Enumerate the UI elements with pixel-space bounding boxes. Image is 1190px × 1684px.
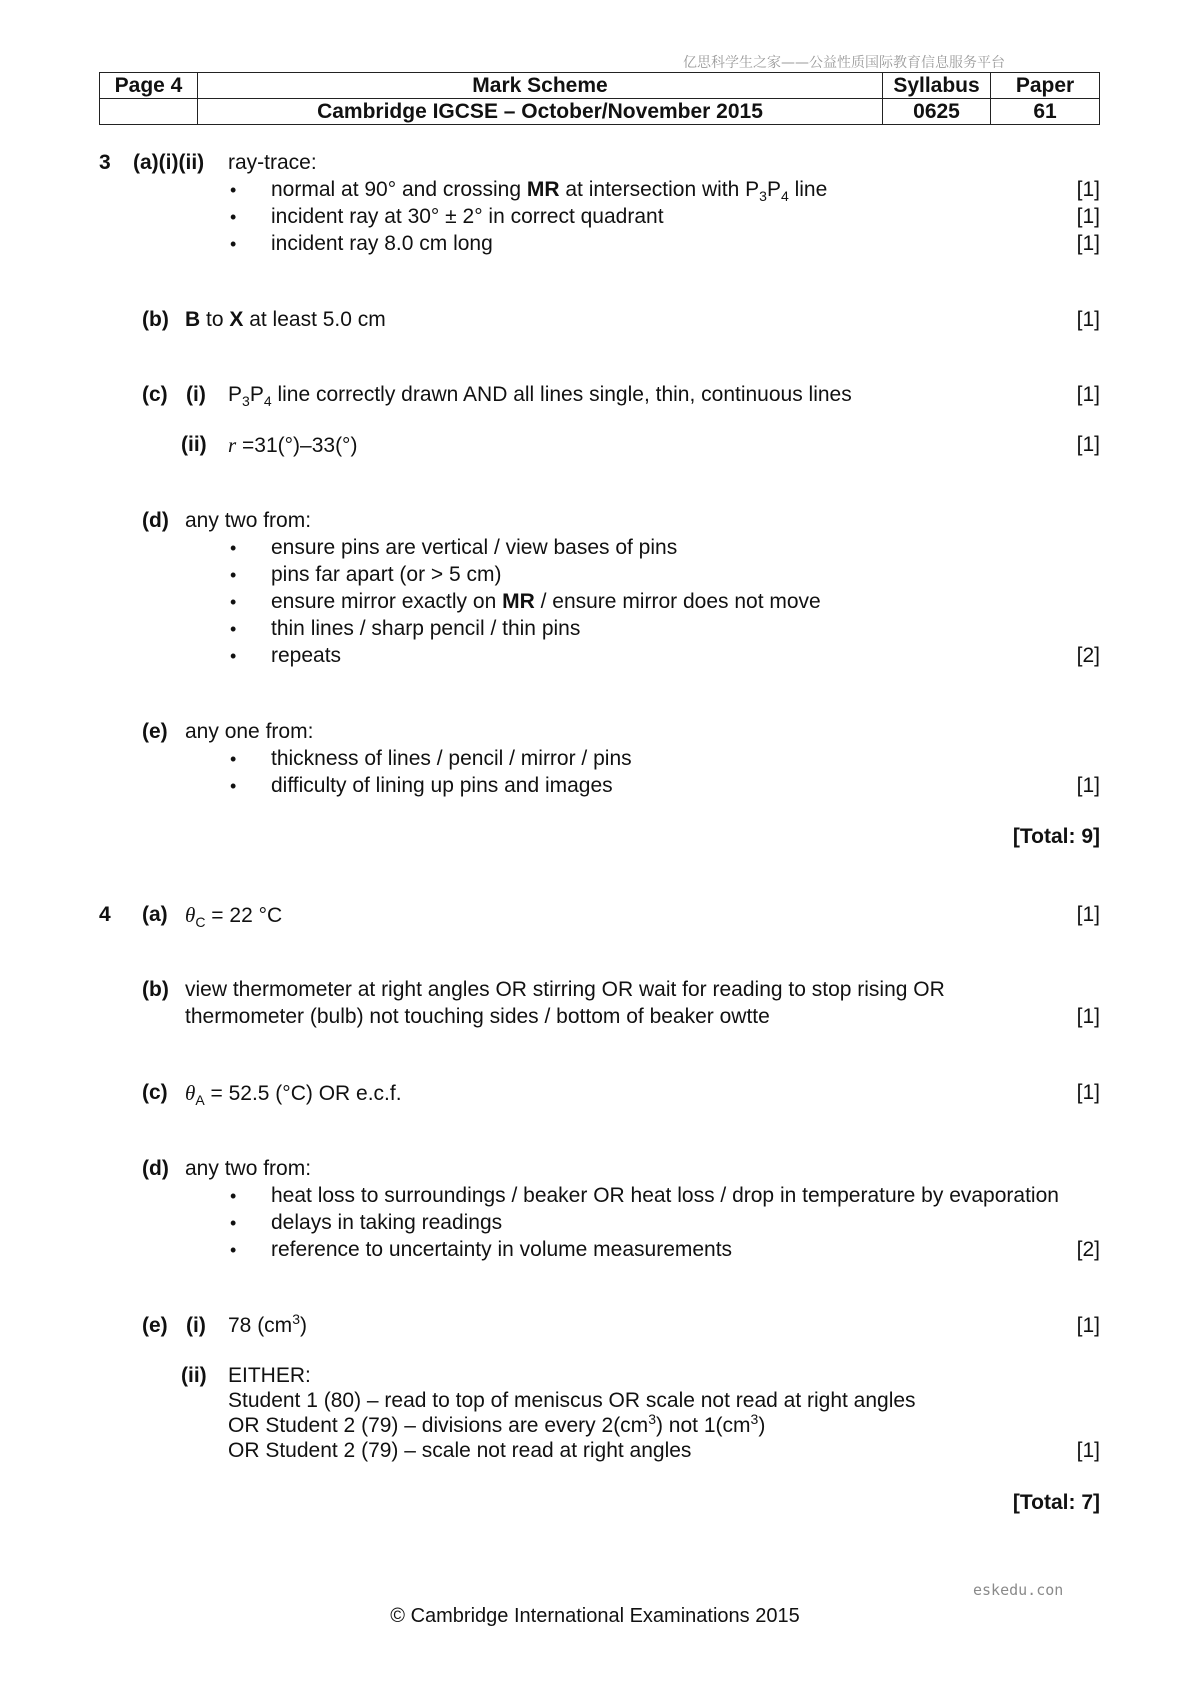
mark: [2] bbox=[1076, 1238, 1100, 1261]
theta-symbol: θ bbox=[185, 903, 196, 927]
bold-span: MR bbox=[526, 178, 560, 201]
bullet: • bbox=[230, 1213, 237, 1233]
answer-line: incident ray at 30° ± 2° in correct quadrant bbox=[271, 205, 664, 228]
question-total: [Total: 7] bbox=[1012, 1491, 1100, 1514]
bullet: • bbox=[230, 538, 237, 558]
subscript: 3 bbox=[242, 393, 250, 410]
text-span: ensure mirror exactly on bbox=[271, 590, 503, 613]
answer-line bbox=[228, 432, 357, 459]
mark: [1] bbox=[1076, 1439, 1100, 1462]
syllabus-code: 0625 bbox=[883, 99, 991, 125]
subpart-label: (i) bbox=[186, 383, 206, 406]
mark: [1] bbox=[1076, 232, 1100, 255]
bullet: • bbox=[230, 234, 237, 254]
answer-line bbox=[228, 1313, 307, 1339]
bold-span: B bbox=[185, 308, 201, 331]
answer-line: reference to uncertainty in volume measurements bbox=[271, 1238, 733, 1261]
bullet: • bbox=[230, 646, 237, 666]
text-span: = 52.5 (°C) OR e.c.f. bbox=[204, 1082, 402, 1105]
answer-line: heat loss to surroundings / beaker OR heat loss / drop in temperature by evaporation bbox=[271, 1184, 1059, 1207]
question-number: 3 bbox=[99, 151, 111, 174]
answer-line: repeats bbox=[271, 644, 342, 667]
text-span: 78 (cm bbox=[228, 1314, 293, 1337]
theta-symbol: θ bbox=[185, 1081, 196, 1105]
answer-line: OR Student 2 (79) – scale not read at right angles bbox=[228, 1439, 692, 1462]
mark: [1] bbox=[1076, 308, 1100, 331]
bullet: • bbox=[230, 207, 237, 227]
paper-label: Paper bbox=[991, 73, 1100, 99]
mark: [1] bbox=[1076, 383, 1100, 406]
question-number: 4 bbox=[99, 903, 111, 926]
text-span: line correctly drawn AND all lines single, thin, continuous lines bbox=[271, 383, 852, 406]
question-total: [Total: 9] bbox=[1012, 825, 1100, 848]
bullet: • bbox=[230, 619, 237, 639]
mark: [1] bbox=[1076, 774, 1100, 797]
part-label: (a) bbox=[142, 903, 168, 926]
mark: [1] bbox=[1076, 433, 1100, 456]
subpart-label: (ii) bbox=[181, 433, 207, 456]
answer-line bbox=[185, 1080, 402, 1107]
part-intro: any one from: bbox=[185, 720, 314, 743]
page-label: Page 4 bbox=[100, 73, 198, 99]
copyright-footer: © Cambridge International Examinations 2015 bbox=[390, 1605, 800, 1627]
bullet: • bbox=[230, 1240, 237, 1260]
mark: [1] bbox=[1076, 903, 1100, 926]
subscript: 4 bbox=[263, 393, 272, 410]
text-span: P bbox=[228, 383, 243, 406]
subpart-label: (i) bbox=[186, 1314, 206, 1337]
text-span: ) not 1(cm bbox=[655, 1414, 751, 1437]
answer-line: thermometer (bulb) not touching sides / bottom of beaker owtte bbox=[185, 1005, 770, 1028]
bullet: • bbox=[230, 180, 237, 200]
text-span: line bbox=[788, 178, 828, 201]
text-span: to bbox=[200, 308, 230, 331]
bullet: • bbox=[230, 776, 237, 796]
superscript: 3 bbox=[750, 1411, 759, 1427]
answer-line: pins far apart (or > 5 cm) bbox=[271, 563, 502, 586]
bullet: • bbox=[230, 565, 237, 585]
text-span: ) bbox=[299, 1314, 307, 1337]
site-watermark: eskedu.con bbox=[973, 1581, 1064, 1599]
subpart-label: (ii) bbox=[181, 1364, 207, 1387]
part-label: (b) bbox=[142, 978, 169, 1001]
part-intro: any two from: bbox=[185, 1157, 312, 1180]
mark: [1] bbox=[1076, 205, 1100, 228]
text-span: P bbox=[766, 178, 781, 201]
mark: [1] bbox=[1076, 1081, 1100, 1104]
answer-line: ensure pins are vertical / view bases of pins bbox=[271, 536, 678, 559]
header-title: Mark Scheme bbox=[198, 73, 883, 99]
part-label: (c) bbox=[142, 1081, 168, 1104]
answer-line: incident ray 8.0 cm long bbox=[271, 232, 493, 255]
variable-r: r bbox=[228, 433, 237, 457]
part-label: (e) bbox=[142, 1314, 168, 1337]
header-empty-cell bbox=[100, 99, 198, 125]
syllabus-label: Syllabus bbox=[883, 73, 991, 99]
answer-line: thin lines / sharp pencil / thin pins bbox=[271, 617, 581, 640]
part-label: (a)(i)(ii) bbox=[133, 151, 205, 174]
subscript: C bbox=[195, 914, 206, 931]
subscript: 4 bbox=[780, 188, 789, 205]
answer-line: thickness of lines / pencil / mirror / pins bbox=[271, 747, 632, 770]
part-intro: ray-trace: bbox=[228, 151, 317, 174]
answer-line bbox=[228, 1413, 765, 1439]
part-label: (e) bbox=[142, 720, 168, 743]
answer-line: delays in taking readings bbox=[271, 1211, 503, 1234]
answer-line bbox=[228, 382, 852, 408]
bullet: • bbox=[230, 592, 237, 612]
answer-line bbox=[271, 177, 827, 203]
part-label: (b) bbox=[142, 308, 169, 331]
text-span: OR Student 2 (79) – divisions are every 2(cm bbox=[228, 1414, 649, 1437]
bold-span: MR bbox=[502, 590, 535, 613]
text-span: = 22 °C bbox=[205, 904, 283, 927]
superscript: 3 bbox=[292, 1311, 300, 1327]
mark: [1] bbox=[1076, 1005, 1100, 1028]
part-label: (c) bbox=[142, 383, 168, 406]
subscript: 3 bbox=[759, 188, 767, 205]
watermark-text: 亿思科学生之家——公益性质国际教育信息服务平台 bbox=[683, 55, 1005, 71]
answer-line: Student 1 (80) – read to top of meniscus OR scale not read at right angles bbox=[228, 1389, 916, 1412]
paper-number: 61 bbox=[991, 99, 1100, 125]
answer-line: difficulty of lining up pins and images bbox=[271, 774, 613, 797]
answer-line bbox=[185, 902, 282, 929]
text-span: at intersection with P bbox=[559, 178, 760, 201]
bullet: • bbox=[230, 1186, 237, 1206]
subscript: A bbox=[195, 1092, 205, 1109]
exam-session: Cambridge IGCSE – October/November 2015 bbox=[198, 99, 883, 125]
answer-line bbox=[185, 307, 386, 333]
text-span: ) bbox=[758, 1414, 766, 1437]
mark: [2] bbox=[1076, 644, 1100, 667]
answer-line bbox=[271, 589, 821, 615]
text-span: normal at 90° and crossing bbox=[271, 178, 527, 201]
mark: [1] bbox=[1076, 178, 1100, 201]
superscript: 3 bbox=[648, 1411, 656, 1427]
part-intro: any two from: bbox=[185, 509, 312, 532]
part-label: (d) bbox=[142, 509, 169, 532]
text-span: =31(°)–33(°) bbox=[236, 434, 358, 457]
part-label: (d) bbox=[142, 1157, 169, 1180]
text-span: P bbox=[249, 383, 264, 406]
answer-line: EITHER: bbox=[228, 1364, 311, 1387]
text-span: at least 5.0 cm bbox=[243, 308, 386, 331]
bullet: • bbox=[230, 749, 237, 769]
answer-line: view thermometer at right angles OR stirring OR wait for reading to stop rising OR bbox=[185, 978, 945, 1001]
text-span: / ensure mirror does not move bbox=[534, 590, 821, 613]
mark: [1] bbox=[1076, 1314, 1100, 1337]
bold-span: X bbox=[229, 308, 244, 331]
header-table bbox=[99, 72, 1100, 125]
